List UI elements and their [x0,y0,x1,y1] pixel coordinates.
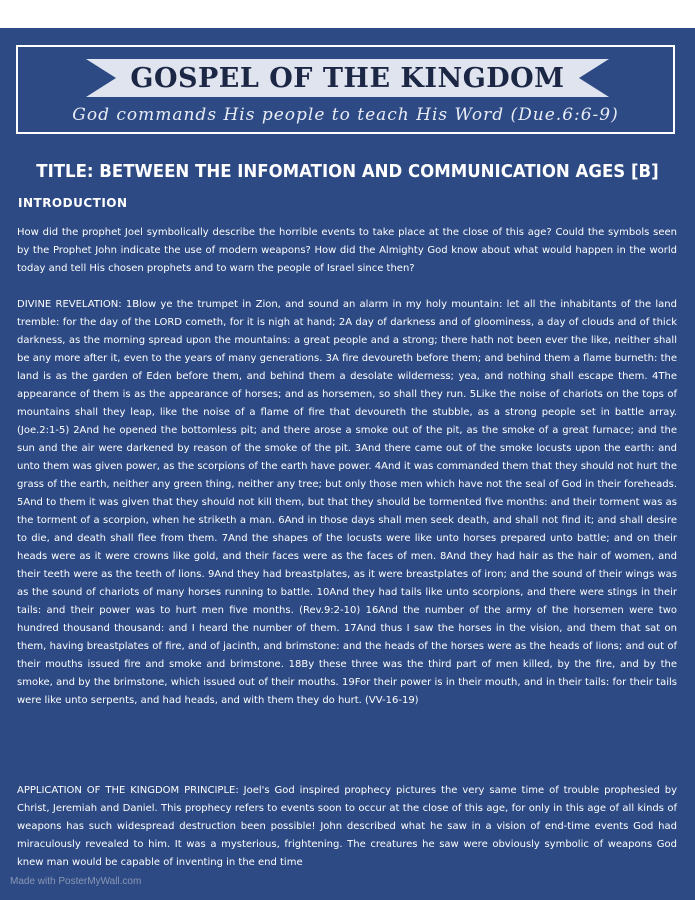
revelation-paragraph: DIVINE REVELATION: 1Blow ye the trumpet in Zion, and sound an alarm in my holy mountain: let all the inhabitants of the land tremble: for the day of the LORD cometh, for it is nigh at hand; 2A day of darkness and of gloominess, a day of clouds and of thick darkness, as the morning spread upon the mountains: a great people and a strong; there hath not been ever the like, neither shall be any more after it, even to the years of many generations. 3A fire devoureth before them; and behind them a flame burneth: the land is as the garden of Eden before them, and behind them a desolate wilderness; yea, and nothing shall escape them. 4The appearance of them is as the appearance of horses; and as horsemen, so shall they run. 5Like the noise of chariots on the tops of mountains shall they leap, like the noise of a flame of fire that devoureth the stubble, as a strong people set in battle array. (Joe.2:1-5) 2And he opened the bottomless pit; and there arose a smoke out of the pit, as the smoke of a great furnace; and the sun and the air were darkened by reason of the smoke of the pit. 3And there came out of the smoke locusts upon the earth: and unto them was given power, as the scorpions of the earth have power. 4And it was commanded them that they should not hurt the grass of the earth, neither any green thing, neither any tree; but only those men which have not the seal of God in their foreheads. 5And to them it was given that they should not kill them, but that they should be tormented five months: and their torment was as the torment of a scorpion, when he striketh a man. 6And in those days shall men seek death, and shall not find it; and shall desire to die, and death shall flee from them. 7And the shapes of the locusts were like unto horses prepared unto battle; and on their heads were as it were crowns like gold, and their faces were as the faces of men. 8And they had hair as the hair of women, and their teeth were as the teeth of lions. 9And they had breastplates, as it were breastplates of iron; and the sound of their wings was as the sound of chariots of many horses running to battle. 10And they had tails like unto scorpions, and there were stings in their tails: and their power was to hurt men five months. (Rev.9:2-10) 16And the number of the army of the horsemen were two hundred thousand thousand: and I heard the number of them. 17And thus I saw the horses in the vision, and them that sat on them, having breastplates of fire, and of jacinth, and brimstone: and the heads of the horses were as the heads of lions; and out of their mouths issued fire and smoke and brimstone. 18By these three was the third part of men killed, by the fire, and by the smoke, and by the brimstone, which issued out of their mouths. 19For their power is in their mouth, and in their tails: for their tails were like unto serpents, and had heads, and with them they do hurt. (VV-16-19) [17,299,677,706]
application-paragraph: APPLICATION OF THE KINGDOM PRINCIPLE: Joel's God inspired prophecy pictures the very same time of trouble prophesied by Christ, Jeremiah and Daniel. This prophecy refers to events soon to occur at the close of this age, for only in this age of all kinds of weapons has such widespread destruction been possible! John described what he saw in a vision of end-time events God had miraculously revealed to him. It was a mysterious, frightening. The creatures he saw were obviously symbolic of weapons God knew man would be capable of inventing in the end time [17,785,677,868]
watermark: Made with PosterMyWall.com [10,876,142,887]
banner-subtitle: God commands His people to teach His Word (Due.6:6-9) [72,105,619,125]
section-heading: INTRODUCTION [18,196,128,210]
banner-title: GOSPEL OF THE KINGDOM [130,63,565,94]
poster-page [0,28,695,900]
page-title: TITLE: BETWEEN THE INFOMATION AND COMMUNICATION AGES [B] [36,161,659,182]
intro-paragraph: How did the prophet Joel symbolically describe the horrible events to take place at the close of this age? Could the symbols seen by the Prophet John indicate the use of modern weapons? How did the Almighty God know about what would happen in the world today and tell His chosen prophets and to warn the people of Israel since then? [17,227,677,274]
title-ribbon [86,59,609,97]
banner-frame [16,45,675,134]
